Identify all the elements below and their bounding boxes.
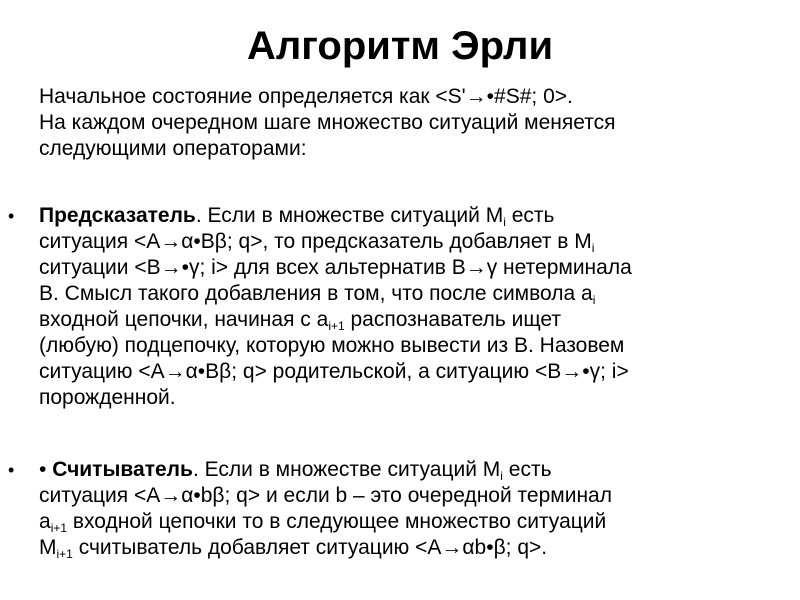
predictor-text: . Если в множестве ситуаций M <box>195 204 504 227</box>
scanner-text: . Если в множестве ситуаций M <box>192 458 501 481</box>
scanner-term: Считыватель <box>52 458 193 481</box>
slide-title: Алгоритм Эрли <box>246 24 554 68</box>
intro-line-1: Начальное состояние определяется как <S'→•#S#; 0>. <box>39 85 573 108</box>
predictor-term: Предсказатель <box>39 204 196 227</box>
intro-line-3: следующими операторами: <box>39 137 307 160</box>
intro-paragraph <box>39 84 784 162</box>
predictor-text: B. Смысл такого добавления в том, что после символа a <box>39 282 593 305</box>
subscript: i <box>591 241 595 255</box>
scanner-line-1 <box>39 457 799 483</box>
bullet-marker-scanner: • <box>8 460 15 480</box>
predictor-text: распознаватель ищет <box>344 308 561 331</box>
subscript: i+1 <box>50 521 68 535</box>
intro-line-2: На каждом очередном шаге множество ситуаций меняется <box>39 111 616 134</box>
predictor-line-6: (любую) подцепочку, которую можно вывести из B. Назовем <box>39 334 625 357</box>
scanner-text: M <box>39 536 57 559</box>
inline-bullet: • <box>39 458 53 481</box>
bullet-marker-predictor: • <box>8 206 15 226</box>
predictor-line-8: порожденной. <box>39 386 176 409</box>
subscript: i+1 <box>56 547 73 561</box>
predictor-line-1 <box>39 203 799 229</box>
scanner-line-3 <box>39 509 799 535</box>
subscript: i <box>592 293 596 307</box>
subscript: i <box>503 215 506 229</box>
predictor-line-2 <box>39 229 799 255</box>
predictor-item <box>39 203 799 411</box>
scanner-line-2: ситуация <A→α•bβ; q> и если b – это очередной терминал <box>39 484 612 507</box>
subscript: i <box>500 469 503 483</box>
predictor-text: ситуация <A→α•Bβ; q>, то предсказатель добавляет в M <box>39 230 592 253</box>
predictor-text: есть <box>505 204 555 227</box>
scanner-text: есть <box>502 458 552 481</box>
scanner-item <box>39 457 799 561</box>
scanner-text: входной цепочки то в следующее множество ситуаций <box>67 510 607 533</box>
scanner-line-4 <box>39 535 799 561</box>
predictor-line-5 <box>39 307 799 333</box>
subscript: i+1 <box>328 319 345 333</box>
predictor-text: входной цепочки, начиная с a <box>39 308 329 331</box>
predictor-line-3: ситуации <B→•γ; i> для всех альтернатив B→γ нетерминала <box>39 256 632 279</box>
scanner-text: считыватель добавляет ситуацию <A→αb•β; q>. <box>72 536 548 559</box>
predictor-line-4 <box>39 281 799 307</box>
predictor-line-7: ситуацию <A→α•Bβ; q> родительской, а ситуацию <B→•γ; i> <box>39 360 629 383</box>
scanner-text: a <box>39 510 51 533</box>
